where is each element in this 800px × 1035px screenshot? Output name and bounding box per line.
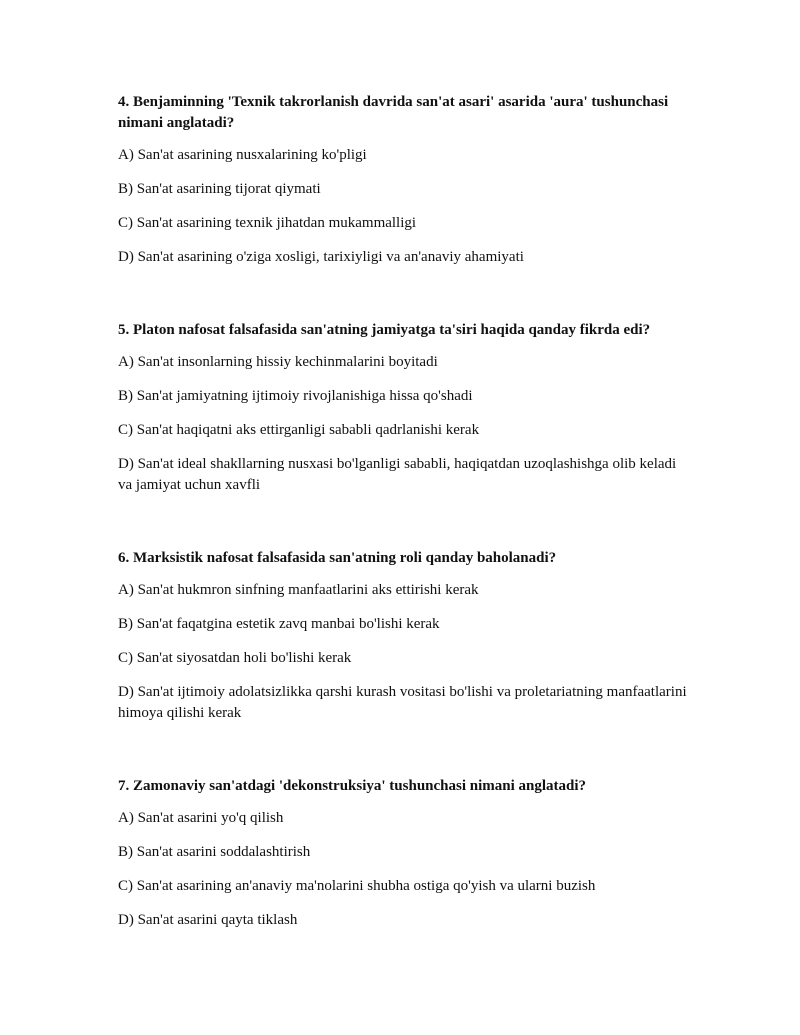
question-title: 7. Zamonaviy san'atdagi 'dekonstruksiya' tushunchasi nimani anglatadi? [118,778,587,794]
question-block-4 [118,92,688,268]
answer-option-c: C) San'at asarining texnik jihatdan mukammalligi [118,215,417,231]
answer-option-a: A) San'at asarini yo'q qilish [118,810,284,826]
question-block-7 [118,776,688,931]
answer-option-d: D) San'at ideal shakllarning nusxasi bo'lganligi sababli, haqiqatdan uzoqlashishga olib keladi va jamiyat uchun xavfli [118,456,677,493]
answer-option-c: C) San'at asarining an'anaviy ma'nolarini shubha ostiga qo'yish va ularni buzish [118,878,596,894]
question-block-5 [118,320,688,496]
answer-option-c: C) San'at haqiqatni aks ettirganligi sababli qadrlanishi kerak [118,422,480,438]
answer-option-a: A) San'at asarining nusxalarining ko'pligi [118,147,367,163]
answer-option-d: D) San'at asarini qayta tiklash [118,912,298,928]
answer-option-b: B) San'at jamiyatning ijtimoiy rivojlanishiga hissa qo'shadi [118,388,473,404]
answer-option-d: D) San'at asarining o'ziga xosligi, tarixiyligi va an'anaviy ahamiyati [118,249,524,265]
question-title: 4. Benjaminning 'Texnik takrorlanish davrida san'at asari' asarida 'aura' tushunchasi nimani anglatadi? [118,94,669,131]
answer-option-a: A) San'at hukmron sinfning manfaatlarini aks ettirishi kerak [118,582,479,598]
answer-option-b: B) San'at asarining tijorat qiymati [118,181,321,197]
document-page [118,92,688,983]
answer-option-d: D) San'at ijtimoiy adolatsizlikka qarshi kurash vositasi bo'lishi va proletariatning manfaatlarini himoya qilishi kerak [118,684,687,721]
answer-option-a: A) San'at insonlarning hissiy kechinmalarini boyitadi [118,354,438,370]
question-block-6 [118,548,688,724]
question-title: 5. Platon nafosat falsafasida san'atning jamiyatga ta'siri haqida qanday fikrda edi? [118,322,651,338]
answer-option-c: C) San'at siyosatdan holi bo'lishi kerak [118,650,352,666]
answer-option-b: B) San'at asarini soddalashtirish [118,844,311,860]
question-title: 6. Marksistik nafosat falsafasida san'atning roli qanday baholanadi? [118,550,557,566]
answer-option-b: B) San'at faqatgina estetik zavq manbai bo'lishi kerak [118,616,440,632]
